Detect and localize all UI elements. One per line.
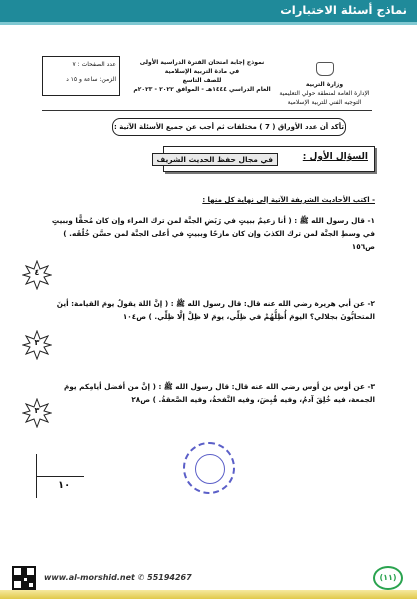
mark-value-1: ٤ bbox=[34, 268, 40, 277]
exam-info bbox=[132, 58, 272, 94]
exam-header bbox=[42, 56, 372, 108]
header-divider bbox=[42, 110, 372, 111]
kuwait-crest-icon bbox=[316, 62, 334, 76]
supervision-name: التوجيه الفني للتربية الإسلامية bbox=[287, 99, 362, 106]
exam-year: العام الدراسي ١٤٤٤هـ - الموافق ٢٠٢٢ - ٢٠٢٣م bbox=[133, 86, 271, 93]
mark-badge-2 bbox=[22, 330, 52, 360]
total-mark-box bbox=[30, 454, 90, 498]
qr-code-icon bbox=[12, 566, 36, 590]
mark-value-3: ٣ bbox=[34, 406, 40, 415]
exam-time: الزمن: ساعة و ١٥ د bbox=[66, 76, 116, 83]
exam-grade: للصف التاسع bbox=[182, 77, 222, 84]
page-footer bbox=[0, 562, 417, 601]
exam-subject: في مادة التربية الإسلامية bbox=[164, 68, 240, 75]
mark-value-2: ٣ bbox=[34, 338, 40, 347]
grade-divider-horizontal bbox=[36, 476, 84, 477]
directorate-name: الإدارة العامة لمنطقة حولي التعليمية bbox=[279, 90, 370, 97]
exam-title: نموذج إجابة امتحان الفترة الدراسية الأولى bbox=[139, 59, 265, 66]
page-count: عدد الصفحات : ٧ bbox=[72, 61, 116, 68]
footer-bar bbox=[0, 590, 417, 599]
question-title: السؤال الأول : bbox=[302, 152, 368, 162]
page-number: (١١) bbox=[373, 566, 403, 590]
website-link[interactable]: www.al-morshid.net ✆ 55194267 bbox=[44, 573, 192, 582]
top-banner bbox=[0, 0, 417, 22]
mark-badge-3 bbox=[22, 398, 52, 428]
exam-meta-box bbox=[42, 56, 120, 96]
official-stamp bbox=[183, 442, 235, 494]
question-header bbox=[156, 146, 375, 172]
total-mark: ١٠ bbox=[58, 480, 71, 491]
question-section: في مجال حفظ الحديث الشريف bbox=[152, 153, 278, 166]
mark-badge-1 bbox=[22, 260, 52, 290]
stamp-inner-ring bbox=[195, 454, 225, 484]
instruction-text: - اكتب الأحاديث الشريفة الآتية إلى نهاية كل منها : bbox=[202, 196, 375, 204]
instructions-notice: تأكد أن عدد الأوراق ( 7 ) مختلفات ثم أجب عن جميع الأسئلة الآتية : bbox=[112, 118, 346, 136]
hadith-item-2: ٢- عن أبي هريرة رضي الله عنه قال: قال رسول الله ﷺ : ( إنَّ اللهَ يقولُ يومَ القيامة: أينَ المتحابُّونَ بجلالي؟ اليومَ أُظِلُّهُمْ في ظِلِّي، يومَ لا ظِلَّ إلَّا ظِلِّي. ) ص١٠٤ bbox=[56, 299, 375, 321]
banner-title: نماذج أسئلة الاختبارات bbox=[280, 3, 407, 17]
ministry-name: وزارة التربية bbox=[305, 81, 344, 88]
hadith-item-1: ١- قال رسول الله ﷺ : ( أنا زعيمٌ ببيتٍ في رَبَضِ الجنَّة لمن ترك المراء وإن كان مُحقًّا وببيتٍ في وسطِ الجنَّة لمن ترك الكذبَ وإن كان مازحًا وببيتٍ في أعلى الجنَّة لمن حسَّن خُلُقَه. ) ص١٥٦ bbox=[51, 216, 375, 251]
hadith-item-3: ٣- عن أوس بن أوس رضي الله عنه قال: قال رسول الله ﷺ : ( إنَّ من أفضل أيامِكم يومَ الجمعة، فيه خُلِقَ آدمُ، وفيه قُبِضَ، وفيه النَّفخةُ، وفيه الصَّعقةُ. ) ص٢٨ bbox=[63, 382, 375, 404]
ministry-block bbox=[277, 62, 372, 107]
banner-stripe bbox=[0, 22, 417, 25]
